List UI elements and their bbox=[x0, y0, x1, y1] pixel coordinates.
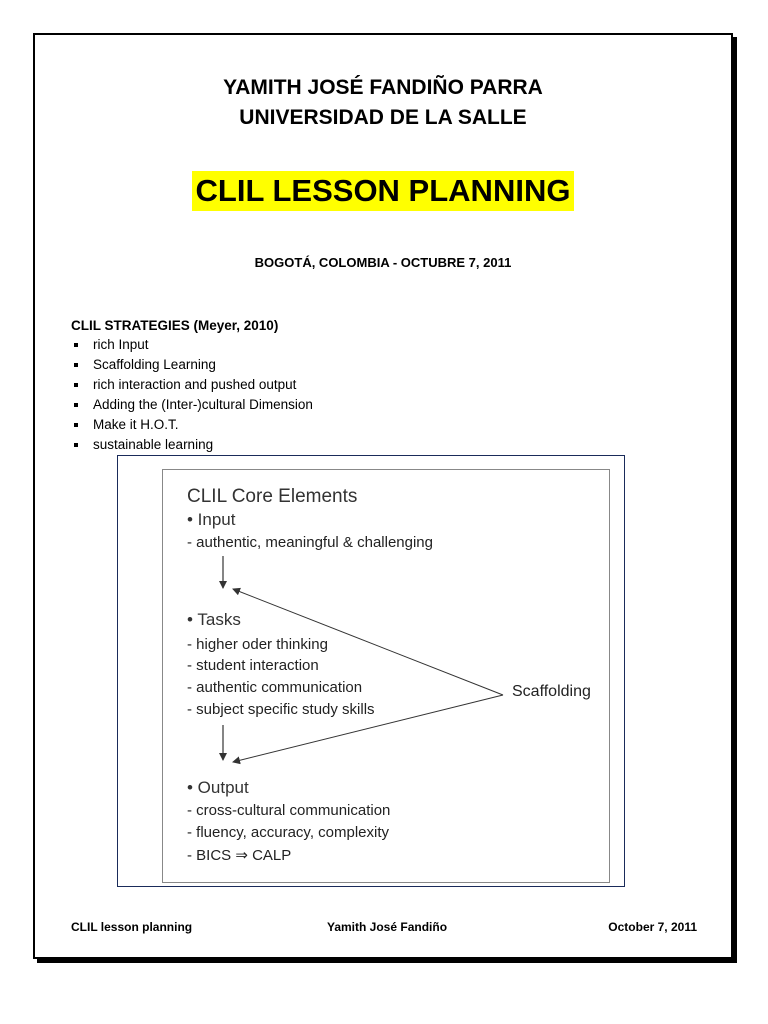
tasks-line: - higher oder thinking bbox=[187, 636, 328, 653]
strategy-item: rich interaction and pushed output bbox=[71, 375, 313, 395]
title-wrapper bbox=[35, 171, 731, 211]
input-line: - authentic, meaningful & challenging bbox=[187, 534, 433, 551]
strategy-item: Adding the (Inter-)cultural Dimension bbox=[71, 395, 313, 415]
scaffolding-label: Scaffolding bbox=[512, 683, 591, 700]
strategies-list bbox=[71, 335, 313, 455]
university-name: UNIVERSIDAD DE LA SALLE bbox=[239, 106, 527, 129]
footer-left: CLIL lesson planning bbox=[71, 920, 193, 934]
output-line: - BICS ⇒ CALP bbox=[187, 847, 292, 864]
figure-arrows bbox=[163, 470, 611, 884]
strategies-heading: CLIL STRATEGIES (Meyer, 2010) bbox=[71, 318, 279, 333]
strategy-item: rich Input bbox=[71, 335, 313, 355]
tasks-heading: • Tasks bbox=[187, 610, 241, 629]
tasks-line: - student interaction bbox=[187, 657, 319, 674]
strategy-item: sustainable learning bbox=[71, 435, 313, 455]
document-page bbox=[33, 33, 733, 959]
place-date: BOGOTÁ, COLOMBIA - OCTUBRE 7, 2011 bbox=[254, 255, 512, 270]
tasks-line: - subject specific study skills bbox=[187, 701, 375, 718]
footer-right: October 7, 2011 bbox=[608, 920, 697, 934]
core-elements-figure bbox=[117, 455, 625, 887]
document-title: CLIL LESSON PLANNING bbox=[192, 171, 575, 211]
strategy-item: Scaffolding Learning bbox=[71, 355, 313, 375]
tasks-line: - authentic communication bbox=[187, 679, 363, 696]
output-heading: • Output bbox=[187, 778, 249, 797]
output-line: - fluency, accuracy, complexity bbox=[187, 824, 390, 841]
scaffold-arrow-icon bbox=[233, 695, 503, 762]
author-name: YAMITH JOSÉ FANDIÑO PARRA bbox=[223, 76, 543, 99]
scaffold-arrow-icon bbox=[233, 589, 503, 695]
strategy-item: Make it H.O.T. bbox=[71, 415, 313, 435]
output-line: - cross-cultural communication bbox=[187, 802, 391, 819]
figure-inner-frame bbox=[162, 469, 610, 883]
figure-title: CLIL Core Elements bbox=[187, 486, 358, 507]
footer-center: Yamith José Fandiño bbox=[327, 920, 448, 934]
input-heading: • Input bbox=[187, 510, 236, 529]
